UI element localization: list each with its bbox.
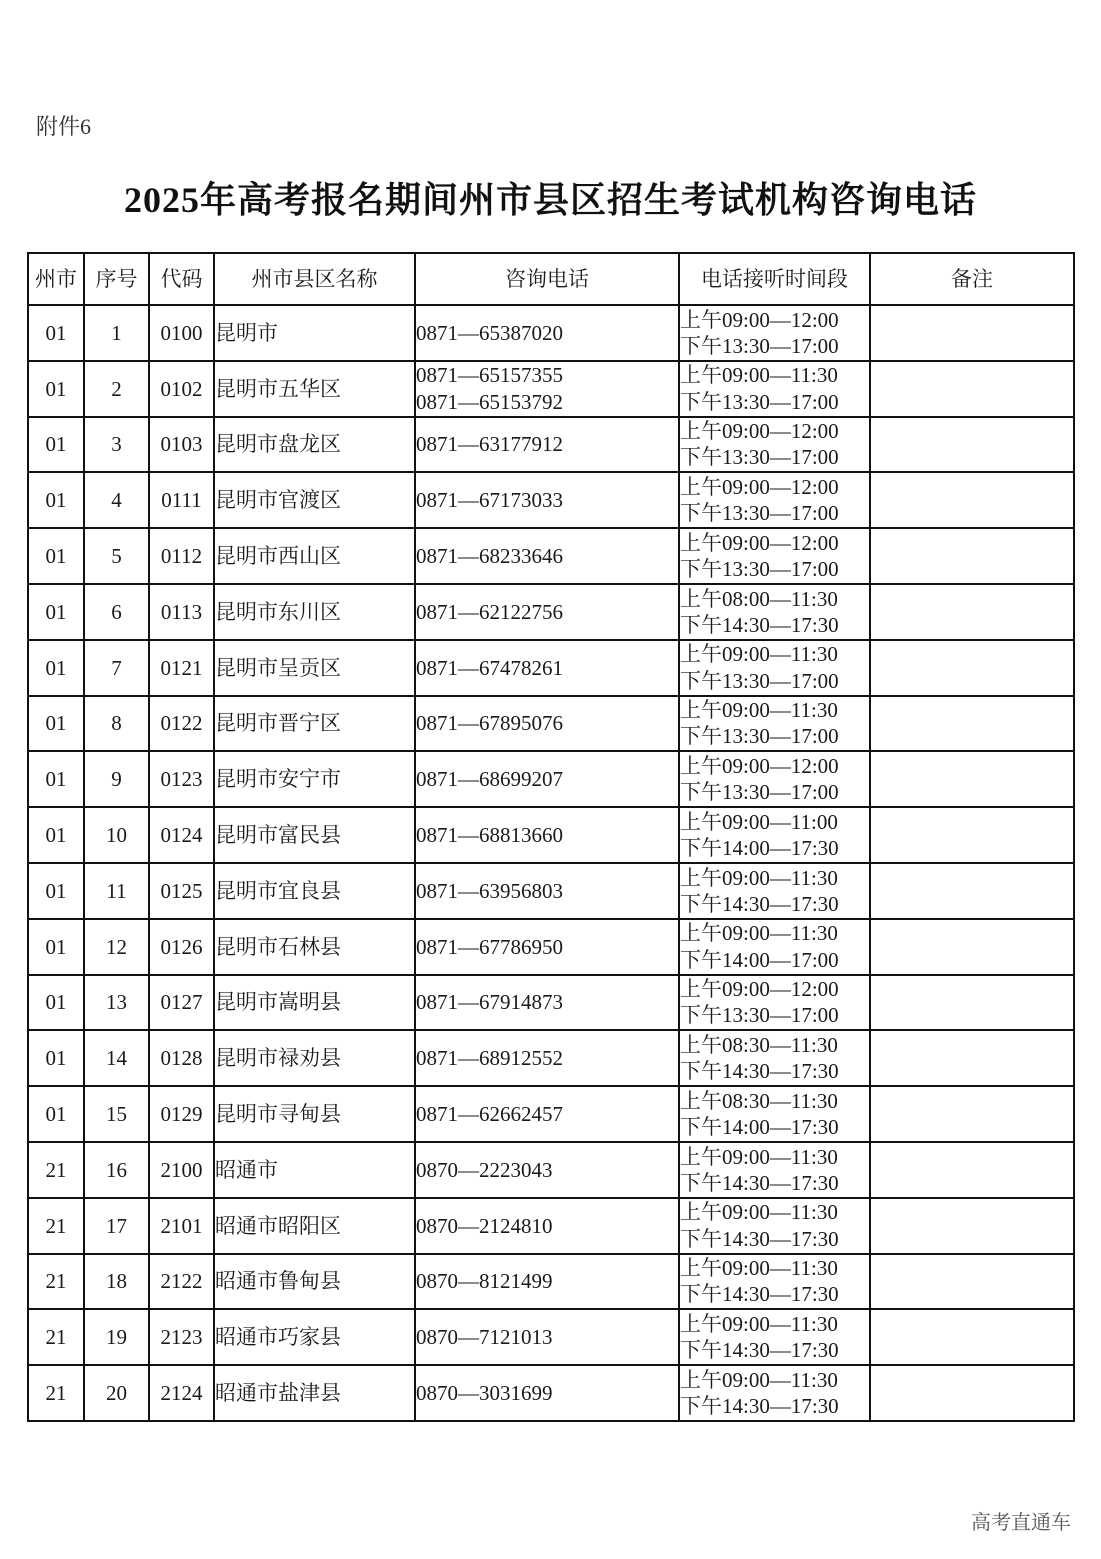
hours-line: 下午14:30—17:30 — [680, 1338, 839, 1363]
code-cell: 2101 — [149, 1198, 214, 1254]
phone-number: 0870—7121013 — [416, 1325, 553, 1350]
contact-table — [27, 252, 1075, 1422]
hours-line: 上午09:00—12:00 — [680, 977, 839, 1002]
header-phone: 咨询电话 — [415, 253, 679, 305]
hours-cell — [679, 1030, 870, 1086]
seq-cell: 12 — [84, 919, 149, 975]
hours-line: 下午13:30—17:00 — [680, 724, 839, 749]
hours-line: 上午09:00—12:00 — [680, 307, 839, 332]
phone-cell — [415, 1030, 679, 1086]
seq-cell: 15 — [84, 1086, 149, 1142]
name-cell: 昆明市嵩明县 — [214, 975, 415, 1031]
table-row — [28, 919, 1074, 975]
city-cell: 01 — [28, 640, 84, 696]
header-code: 代码 — [149, 253, 214, 305]
name-cell: 昆明市五华区 — [214, 361, 415, 417]
hours-cell — [679, 751, 870, 807]
name-cell: 昭通市昭阳区 — [214, 1198, 415, 1254]
seq-cell: 7 — [84, 640, 149, 696]
name-cell: 昆明市西山区 — [214, 528, 415, 584]
code-cell: 0125 — [149, 863, 214, 919]
hours-line: 下午13:30—17:00 — [680, 668, 839, 693]
city-cell: 01 — [28, 472, 84, 528]
note-cell — [870, 640, 1074, 696]
name-cell: 昆明市 — [214, 305, 415, 361]
phone-number: 0871—65387020 — [416, 320, 563, 345]
watermark: 高考直通车 — [971, 1510, 1071, 1534]
phone-number: 0871—65157355 — [416, 363, 563, 388]
seq-cell: 17 — [84, 1198, 149, 1254]
hours-line: 下午13:30—17:00 — [680, 1003, 839, 1028]
code-cell: 2124 — [149, 1365, 214, 1421]
city-cell: 21 — [28, 1198, 84, 1254]
name-cell: 昆明市宜良县 — [214, 863, 415, 919]
name-cell: 昆明市寻甸县 — [214, 1086, 415, 1142]
name-cell: 昭通市盐津县 — [214, 1365, 415, 1421]
header-hours: 电话接听时间段 — [679, 253, 870, 305]
seq-cell: 13 — [84, 975, 149, 1031]
hours-line: 上午08:30—11:30 — [680, 1088, 838, 1113]
note-cell — [870, 1086, 1074, 1142]
city-cell: 21 — [28, 1254, 84, 1310]
city-cell: 01 — [28, 1086, 84, 1142]
note-cell — [870, 696, 1074, 752]
city-cell: 01 — [28, 975, 84, 1031]
note-cell — [870, 417, 1074, 473]
city-cell: 21 — [28, 1365, 84, 1421]
city-cell: 01 — [28, 361, 84, 417]
hours-cell — [679, 1365, 870, 1421]
hours-line: 上午09:00—12:00 — [680, 754, 839, 779]
phone-number: 0871—67173033 — [416, 488, 563, 513]
note-cell — [870, 1365, 1074, 1421]
table-row — [28, 417, 1074, 473]
phone-number: 0871—68233646 — [416, 543, 563, 568]
seq-cell: 1 — [84, 305, 149, 361]
code-cell: 0122 — [149, 696, 214, 752]
hours-line: 上午08:00—11:30 — [680, 586, 838, 611]
table-row — [28, 361, 1074, 417]
city-cell: 01 — [28, 863, 84, 919]
table-row — [28, 1030, 1074, 1086]
attachment-label: 附件6 — [36, 114, 92, 139]
code-cell: 0100 — [149, 305, 214, 361]
phone-number: 0871—67786950 — [416, 934, 563, 959]
name-cell: 昆明市禄劝县 — [214, 1030, 415, 1086]
code-cell: 0103 — [149, 417, 214, 473]
seq-cell: 9 — [84, 751, 149, 807]
name-cell: 昆明市石林县 — [214, 919, 415, 975]
name-cell: 昆明市呈贡区 — [214, 640, 415, 696]
name-cell: 昆明市官渡区 — [214, 472, 415, 528]
seq-cell: 2 — [84, 361, 149, 417]
phone-cell — [415, 528, 679, 584]
header-city: 州市 — [28, 253, 84, 305]
hours-line: 上午09:00—11:30 — [680, 1144, 838, 1169]
name-cell: 昭通市巧家县 — [214, 1309, 415, 1365]
hours-cell — [679, 975, 870, 1031]
city-cell: 01 — [28, 417, 84, 473]
note-cell — [870, 305, 1074, 361]
name-cell: 昆明市盘龙区 — [214, 417, 415, 473]
table-row — [28, 472, 1074, 528]
name-cell: 昆明市富民县 — [214, 807, 415, 863]
seq-cell: 20 — [84, 1365, 149, 1421]
hours-line: 下午14:30—17:30 — [680, 891, 839, 916]
hours-cell — [679, 528, 870, 584]
seq-cell: 19 — [84, 1309, 149, 1365]
hours-line: 上午09:00—12:00 — [680, 530, 839, 555]
table-row — [28, 696, 1074, 752]
code-cell: 0126 — [149, 919, 214, 975]
phone-number: 0871—63956803 — [416, 878, 563, 903]
hours-line: 上午09:00—11:30 — [680, 363, 838, 388]
phone-number: 0871—68699207 — [416, 767, 563, 792]
hours-line: 上午09:00—11:30 — [680, 698, 838, 723]
phone-number: 0870—2124810 — [416, 1213, 553, 1238]
note-cell — [870, 361, 1074, 417]
table-row — [28, 1142, 1074, 1198]
phone-number: 0871—67914873 — [416, 990, 563, 1015]
note-cell — [870, 472, 1074, 528]
note-cell — [870, 975, 1074, 1031]
code-cell: 0129 — [149, 1086, 214, 1142]
hours-cell — [679, 584, 870, 640]
seq-cell: 16 — [84, 1142, 149, 1198]
table-row — [28, 1086, 1074, 1142]
code-cell: 0123 — [149, 751, 214, 807]
note-cell — [870, 1142, 1074, 1198]
header-seq: 序号 — [84, 253, 149, 305]
city-cell: 01 — [28, 919, 84, 975]
city-cell: 01 — [28, 1030, 84, 1086]
phone-number: 0871—67478261 — [416, 655, 563, 680]
phone-cell — [415, 1086, 679, 1142]
note-cell — [870, 584, 1074, 640]
hours-line: 上午09:00—11:00 — [680, 809, 838, 834]
table-row — [28, 528, 1074, 584]
hours-line: 下午14:00—17:30 — [680, 836, 839, 861]
name-cell: 昆明市晋宁区 — [214, 696, 415, 752]
table-row — [28, 1254, 1074, 1310]
name-cell: 昆明市东川区 — [214, 584, 415, 640]
hours-line: 下午14:30—17:30 — [680, 1059, 839, 1084]
note-cell — [870, 1198, 1074, 1254]
city-cell: 01 — [28, 584, 84, 640]
hours-line: 下午14:00—17:00 — [680, 947, 839, 972]
phone-cell — [415, 919, 679, 975]
code-cell: 0127 — [149, 975, 214, 1031]
code-cell: 2100 — [149, 1142, 214, 1198]
seq-cell: 11 — [84, 863, 149, 919]
header-note: 备注 — [870, 253, 1074, 305]
name-cell: 昆明市安宁市 — [214, 751, 415, 807]
code-cell: 0128 — [149, 1030, 214, 1086]
seq-cell: 6 — [84, 584, 149, 640]
city-cell: 21 — [28, 1309, 84, 1365]
code-cell: 0121 — [149, 640, 214, 696]
code-cell: 2122 — [149, 1254, 214, 1310]
city-cell: 01 — [28, 807, 84, 863]
note-cell — [870, 1309, 1074, 1365]
table-row — [28, 584, 1074, 640]
table-row — [28, 1309, 1074, 1365]
phone-cell — [415, 361, 679, 417]
code-cell: 0102 — [149, 361, 214, 417]
table-row — [28, 305, 1074, 361]
code-cell: 2123 — [149, 1309, 214, 1365]
seq-cell: 10 — [84, 807, 149, 863]
table-row — [28, 807, 1074, 863]
seq-cell: 5 — [84, 528, 149, 584]
hours-line: 下午13:30—17:00 — [680, 780, 839, 805]
hours-cell — [679, 361, 870, 417]
hours-cell — [679, 1309, 870, 1365]
table-row — [28, 751, 1074, 807]
phone-cell — [415, 417, 679, 473]
hours-line: 上午09:00—11:30 — [680, 865, 838, 890]
city-cell: 01 — [28, 528, 84, 584]
code-cell: 0111 — [149, 472, 214, 528]
hours-cell — [679, 1142, 870, 1198]
table-row — [28, 975, 1074, 1031]
hours-cell — [679, 863, 870, 919]
seq-cell: 18 — [84, 1254, 149, 1310]
phone-number: 0871—63177912 — [416, 432, 563, 457]
table-body — [28, 305, 1074, 1421]
hours-line: 上午09:00—11:30 — [680, 1256, 838, 1281]
header-name: 州市县区名称 — [214, 253, 415, 305]
phone-cell — [415, 584, 679, 640]
hours-cell — [679, 1086, 870, 1142]
phone-cell — [415, 1365, 679, 1421]
hours-line: 上午09:00—12:00 — [680, 475, 839, 500]
city-cell: 01 — [28, 305, 84, 361]
phone-number: 0870—8121499 — [416, 1269, 553, 1294]
seq-cell: 3 — [84, 417, 149, 473]
phone-cell — [415, 472, 679, 528]
phone-number: 0870—2223043 — [416, 1157, 553, 1182]
table-header-row — [28, 253, 1074, 305]
hours-line: 下午14:30—17:30 — [680, 1394, 839, 1419]
phone-cell — [415, 975, 679, 1031]
city-cell: 21 — [28, 1142, 84, 1198]
city-cell: 01 — [28, 751, 84, 807]
hours-line: 下午14:30—17:30 — [680, 612, 839, 637]
phone-number: 0871—62662457 — [416, 1101, 563, 1126]
hours-line: 上午09:00—11:30 — [680, 1367, 838, 1392]
name-cell: 昭通市鲁甸县 — [214, 1254, 415, 1310]
hours-line: 上午08:30—11:30 — [680, 1033, 838, 1057]
document-title: 2025年高考报名期间州市县区招生考试机构咨询电话 — [123, 180, 977, 220]
hours-cell — [679, 472, 870, 528]
hours-line: 上午09:00—12:00 — [680, 419, 839, 444]
phone-cell — [415, 1198, 679, 1254]
phone-number: 0870—3031699 — [416, 1380, 553, 1405]
hours-cell — [679, 807, 870, 863]
phone-cell — [415, 807, 679, 863]
phone-number: 0871—62122756 — [416, 599, 563, 624]
note-cell — [870, 528, 1074, 584]
name-cell: 昭通市 — [214, 1142, 415, 1198]
hours-line: 上午09:00—11:30 — [680, 1311, 838, 1336]
phone-number: 0871—68912552 — [416, 1046, 563, 1071]
hours-cell — [679, 305, 870, 361]
hours-line: 下午14:30—17:30 — [680, 1170, 839, 1195]
hours-line: 下午13:30—17:00 — [680, 389, 839, 414]
hours-line: 上午09:00—11:30 — [680, 1200, 838, 1225]
phone-cell — [415, 1142, 679, 1198]
hours-line: 下午13:30—17:00 — [680, 445, 839, 470]
table-row — [28, 1365, 1074, 1421]
note-cell — [870, 1030, 1074, 1086]
hours-cell — [679, 919, 870, 975]
hours-cell — [679, 696, 870, 752]
hours-line: 下午14:00—17:30 — [680, 1115, 839, 1140]
note-cell — [870, 751, 1074, 807]
note-cell — [870, 919, 1074, 975]
table-row — [28, 863, 1074, 919]
phone-number: 0871—68813660 — [416, 822, 563, 847]
hours-line: 下午14:30—17:30 — [680, 1282, 839, 1307]
hours-line: 下午13:30—17:00 — [680, 333, 839, 358]
seq-cell: 4 — [84, 472, 149, 528]
hours-cell — [679, 417, 870, 473]
code-cell: 0124 — [149, 807, 214, 863]
note-cell — [870, 863, 1074, 919]
hours-line: 下午13:30—17:00 — [680, 557, 839, 582]
phone-cell — [415, 751, 679, 807]
note-cell — [870, 1254, 1074, 1310]
hours-line: 下午13:30—17:00 — [680, 501, 839, 526]
note-cell — [870, 807, 1074, 863]
seq-cell: 8 — [84, 696, 149, 752]
city-cell: 01 — [28, 696, 84, 752]
phone-number: 0871—67895076 — [416, 711, 563, 736]
hours-line: 上午09:00—11:30 — [680, 921, 838, 946]
phone-cell — [415, 640, 679, 696]
hours-line: 上午09:00—11:30 — [680, 642, 838, 667]
code-cell: 0113 — [149, 584, 214, 640]
phone-cell — [415, 305, 679, 361]
phone-number: 0871—65153792 — [416, 389, 563, 414]
code-cell: 0112 — [149, 528, 214, 584]
table-row — [28, 1198, 1074, 1254]
phone-cell — [415, 863, 679, 919]
hours-cell — [679, 1198, 870, 1254]
hours-cell — [679, 1254, 870, 1310]
table-row — [28, 640, 1074, 696]
phone-cell — [415, 1309, 679, 1365]
hours-cell — [679, 640, 870, 696]
hours-line: 下午14:30—17:30 — [680, 1226, 839, 1251]
seq-cell: 14 — [84, 1030, 149, 1086]
phone-cell — [415, 696, 679, 752]
phone-cell — [415, 1254, 679, 1310]
